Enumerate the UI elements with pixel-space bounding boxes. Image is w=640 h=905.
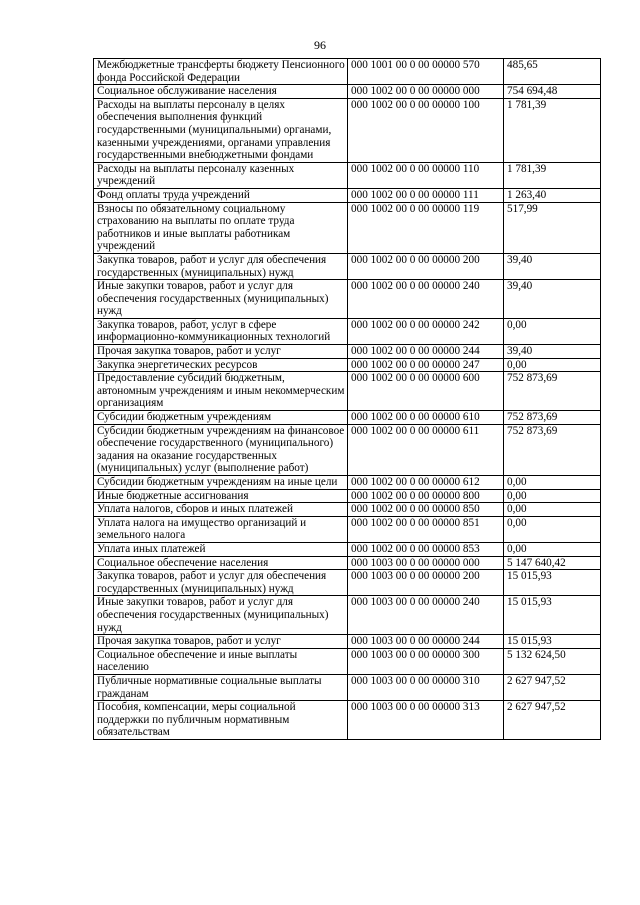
amount-cell: 485,65 (504, 59, 601, 85)
expense-name-cell: Прочая закупка товаров, работ и услуг (94, 345, 348, 359)
budget-code-cell: 000 1003 00 0 00 00000 240 (348, 596, 504, 635)
table-row (94, 318, 601, 344)
budget-code-cell: 000 1002 00 0 00 00000 242 (348, 318, 504, 344)
table-row (94, 358, 601, 372)
amount-cell: 1 781,39 (504, 98, 601, 162)
amount-cell: 15 015,93 (504, 596, 601, 635)
expense-name-cell: Уплата иных платежей (94, 542, 348, 556)
table-row (94, 59, 601, 85)
expense-name-cell: Закупка товаров, работ и услуг для обеспечения государственных (муниципальных) нужд (94, 253, 348, 279)
table-row (94, 503, 601, 517)
amount-cell: 1 263,40 (504, 188, 601, 202)
expense-name-cell: Социальное обеспечение и иные выплаты населению (94, 648, 348, 674)
budget-code-cell: 000 1002 00 0 00 00000 240 (348, 280, 504, 319)
expense-name-cell: Взносы по обязательному социальному страхованию на выплаты по оплате труда работников и иные выплаты работникам учреждений (94, 202, 348, 253)
expense-name-cell: Иные бюджетные ассигнования (94, 489, 348, 503)
budget-code-cell: 000 1002 00 0 00 00000 200 (348, 253, 504, 279)
expense-name-cell: Социальное обслуживание населения (94, 85, 348, 99)
expense-name-cell: Межбюджетные трансферты бюджету Пенсионного фонда Российской Федерации (94, 59, 348, 85)
budget-code-cell: 000 1003 00 0 00 00000 310 (348, 674, 504, 700)
budget-code-cell: 000 1003 00 0 00 00000 200 (348, 570, 504, 596)
table-row (94, 411, 601, 425)
budget-code-cell: 000 1003 00 0 00 00000 300 (348, 648, 504, 674)
table-row (94, 489, 601, 503)
table-row (94, 674, 601, 700)
amount-cell: 15 015,93 (504, 635, 601, 649)
table-row (94, 202, 601, 253)
table-row (94, 476, 601, 490)
amount-cell: 752 873,69 (504, 424, 601, 475)
amount-cell: 0,00 (504, 476, 601, 490)
amount-cell: 2 627 947,52 (504, 701, 601, 740)
budget-code-cell: 000 1002 00 0 00 00000 110 (348, 162, 504, 188)
budget-code-cell: 000 1002 00 0 00 00000 100 (348, 98, 504, 162)
table-row (94, 85, 601, 99)
budget-code-cell: 000 1003 00 0 00 00000 244 (348, 635, 504, 649)
amount-cell: 39,40 (504, 345, 601, 359)
budget-code-cell: 000 1002 00 0 00 00000 244 (348, 345, 504, 359)
table-row (94, 701, 601, 740)
expense-name-cell: Субсидии бюджетным учреждениям (94, 411, 348, 425)
expense-name-cell: Иные закупки товаров, работ и услуг для обеспечения государственных (муниципальных) нужд (94, 280, 348, 319)
expense-name-cell: Уплата налогов, сборов и иных платежей (94, 503, 348, 517)
table-row (94, 648, 601, 674)
table-row (94, 98, 601, 162)
expense-name-cell: Иные закупки товаров, работ и услуг для обеспечения государственных (муниципальных) нужд (94, 596, 348, 635)
amount-cell: 517,99 (504, 202, 601, 253)
table-row (94, 424, 601, 475)
expense-name-cell: Субсидии бюджетным учреждениям на иные цели (94, 476, 348, 490)
amount-cell: 0,00 (504, 516, 601, 542)
table-row (94, 542, 601, 556)
amount-cell: 0,00 (504, 489, 601, 503)
budget-code-cell: 000 1002 00 0 00 00000 612 (348, 476, 504, 490)
table-row (94, 345, 601, 359)
table-body (94, 59, 601, 740)
table-row (94, 280, 601, 319)
table-row (94, 570, 601, 596)
budget-code-cell: 000 1002 00 0 00 00000 800 (348, 489, 504, 503)
amount-cell: 5 147 640,42 (504, 556, 601, 570)
budget-code-cell: 000 1002 00 0 00 00000 247 (348, 358, 504, 372)
budget-code-cell: 000 1002 00 0 00 00000 610 (348, 411, 504, 425)
table-row (94, 516, 601, 542)
expense-name-cell: Публичные нормативные социальные выплаты гражданам (94, 674, 348, 700)
expense-name-cell: Прочая закупка товаров, работ и услуг (94, 635, 348, 649)
table-row (94, 162, 601, 188)
expense-name-cell: Социальное обеспечение населения (94, 556, 348, 570)
table-row (94, 596, 601, 635)
amount-cell: 0,00 (504, 318, 601, 344)
expense-name-cell: Пособия, компенсации, меры социальной поддержки по публичным нормативным обязательствам (94, 701, 348, 740)
expense-name-cell: Расходы на выплаты персоналу в целях обеспечения выполнения функций государственными (муниципальными) органами, казенными учреждениями, органами управления государственными внебюджетными фондами (94, 98, 348, 162)
amount-cell: 39,40 (504, 280, 601, 319)
expense-name-cell: Закупка товаров, работ и услуг для обеспечения государственных (муниципальных) нужд (94, 570, 348, 596)
table-row (94, 188, 601, 202)
table-row (94, 253, 601, 279)
expense-name-cell: Уплата налога на имущество организаций и земельного налога (94, 516, 348, 542)
table-row (94, 556, 601, 570)
amount-cell: 1 781,39 (504, 162, 601, 188)
budget-code-cell: 000 1002 00 0 00 00000 853 (348, 542, 504, 556)
amount-cell: 15 015,93 (504, 570, 601, 596)
amount-cell: 0,00 (504, 503, 601, 517)
amount-cell: 752 873,69 (504, 372, 601, 411)
expense-name-cell: Расходы на выплаты персоналу казенных учреждений (94, 162, 348, 188)
budget-code-cell: 000 1002 00 0 00 00000 851 (348, 516, 504, 542)
budget-code-cell: 000 1002 00 0 00 00000 111 (348, 188, 504, 202)
amount-cell: 754 694,48 (504, 85, 601, 99)
budget-code-cell: 000 1002 00 0 00 00000 850 (348, 503, 504, 517)
table-row (94, 635, 601, 649)
amount-cell: 752 873,69 (504, 411, 601, 425)
expense-name-cell: Закупка товаров, работ, услуг в сфере информационно-коммуникационных технологий (94, 318, 348, 344)
amount-cell: 0,00 (504, 358, 601, 372)
budget-code-cell: 000 1002 00 0 00 00000 611 (348, 424, 504, 475)
amount-cell: 0,00 (504, 542, 601, 556)
budget-code-cell: 000 1002 00 0 00 00000 119 (348, 202, 504, 253)
expense-name-cell: Предоставление субсидий бюджетным, автономным учреждениям и иным некоммерческим организациям (94, 372, 348, 411)
amount-cell: 5 132 624,50 (504, 648, 601, 674)
budget-code-cell: 000 1003 00 0 00 00000 313 (348, 701, 504, 740)
page-number: 96 (314, 38, 326, 52)
budget-code-cell: 000 1001 00 0 00 00000 570 (348, 59, 504, 85)
budget-code-cell: 000 1002 00 0 00 00000 000 (348, 85, 504, 99)
amount-cell: 2 627 947,52 (504, 674, 601, 700)
expense-name-cell: Закупка энергетических ресурсов (94, 358, 348, 372)
amount-cell: 39,40 (504, 253, 601, 279)
budget-code-cell: 000 1003 00 0 00 00000 000 (348, 556, 504, 570)
table-row (94, 372, 601, 411)
expense-name-cell: Субсидии бюджетным учреждениям на финансовое обеспечение государственного (муниципального) задания на оказание государственных (муниципальных) услуг (выполнение работ) (94, 424, 348, 475)
expense-name-cell: Фонд оплаты труда учреждений (94, 188, 348, 202)
budget-table (93, 58, 601, 740)
budget-code-cell: 000 1002 00 0 00 00000 600 (348, 372, 504, 411)
